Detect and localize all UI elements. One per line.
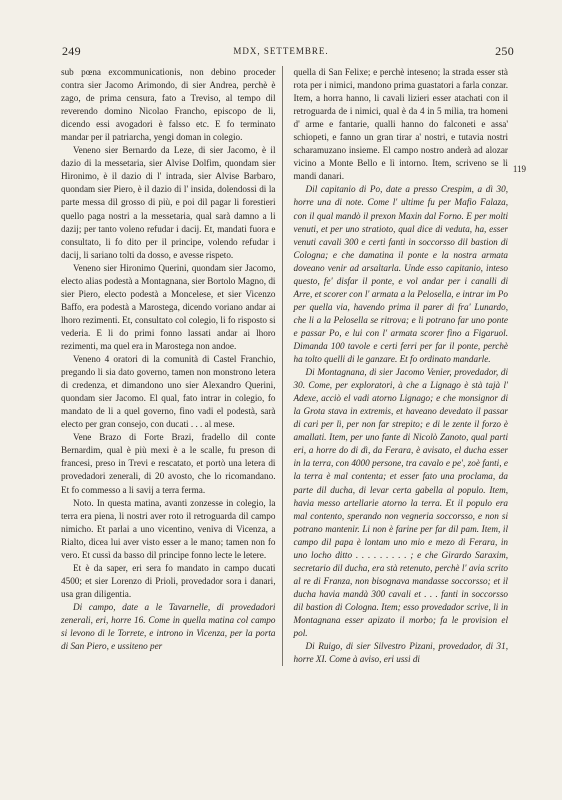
page-header (38, 44, 524, 66)
running-title: MDX, SETTEMBRE. (233, 46, 329, 56)
right-page-number: 250 (495, 44, 514, 58)
paragraph: Vene Brazo di Forte Brazi, fradello dil conte Bernardim, qual è più mexi è a le scalle, fu preson di francesi, preso in Trevi e rescatato, et portò una letera di provedadori zenerali, di 20 avosto, che lo ricomandano. Et fo commesso a li savij a terra ferma. (61, 432, 276, 495)
paragraph: Et è da saper, eri sera fo mandato in campo ducati 4500; et sier Lorenzo di Prioli, provedador sora i danari, usa gran diligentia. (61, 562, 276, 599)
paragraph: Di campo, date a le Tavarnelle, di provedadori zenerali, eri, horre 16. Come in quella matina col campo si levono di le Torrete, e introno in Vicenza, per la porta di San Piero, e ussiteno per (61, 601, 276, 652)
left-column (61, 66, 283, 666)
paragraph: Veneno sier Bernardo da Leze, di sier Jacomo, è il dazio di la messetaria, sier Alvise Dolfim, quondam sier Hironimo, è il dazio di l' intrada, sier Alvise Barbaro, quondam sier Piero, è il dazio di l' insida, dolendossi di la parte messa dil grosso di più, e poi dil pagar li forestieri quello paga nostri a la messetaria, qual sarà damno a li dazij; per tanto voleno refudar i dacij. Et, mandati fuora e consultato, li fo dito per il principe, volendo refudar i dacij, li sariano tolti da dosso, e avesse rispeto. (61, 145, 276, 260)
paragraph: quella di San Felixe; e perchè inteseno; la strada esser stà rota per i nimici, mandono prima guastatori a farla conzar. Item, a horra hanno, li cavali lizieri esser atachati con il retroguarda de i nimici, qual è da 4 in 5 milia, tra homeni d' arme e fantarie, qualli hanno do falconeti e assa' schiopeti, e fanno un gran tirar a' nostri, e tutavia nostri scharamuzano insieme. El campo nostro anderà ad alozar vicino a Monte Bello e lì intorno. Item, scriveno se li mandi danari. (293, 67, 508, 182)
paragraph: Veneno 4 oratori di la comunità di Castel Franchio, pregando li sia dato governo, tamen non monstrono letera di credenza, et dimandono uno sier Alexandro Querini, quondam sier Jacomo. El qual, fato intrar in colegio, fo mandato de li a quel governo, fino vadi el podestà, sarà electo per gran consejo, con ducati . . . al mese. (61, 354, 276, 430)
paragraph: Dil capitanio di Po, date a presso Crespim, a dì 30, horre una di note. Come l' ultime fu per Mafio Falaza, con il qual mandò il prexon Maxin dal Forno. E per molti venuti, et per uno stratioto, qual dice di veduta, ha, esser venuti cavali 300 e certi fanti in soccorsso dil bastion di Cologna; e che damatina il ponte e la nostra armata doveano venir ad arsaltarla. Unde esso capitanio, inteso questo, fe' disfar il ponte, e vol andar per i canalli di Arre, et scorer con l' armata a la Pelosella, e intrar im Po per quella via, havendo prima il parer di fra' Lunardo, che li a la Pelosella se ritrova; e li potrano far uno ponte e passar Po, e lui con l' armata scorer fino a Figaruol. Dimanda 100 tavole e certi ferri per far il ponte, perchè ha tolto quelli di le ganzare. Et fo ordinato mandarle. (293, 184, 508, 365)
paragraph: Di Montagnana, di sier Jacomo Venier, provedador, di 30. Come, per exploratori, à che a Lignago è stà tajà l' Adexe, acciò el vadi atorno Lignago; e che monsignor di la Grota stava in extremis, et haveano devedato il passar di cari per lì, per non far strepito; e di le zente il forzo è amallati. Item, per uno fante di Nicolò Zanoto, qual parti eri, a horre do di dì, da Ferara, è avisato, el ducha esser in la terra, con 4000 persone, tra cavalo e pe', zoè fanti, e la terra è mal contenta; et esser fato una proclama, da parte dil ducha, di levar certa gabella al populo. Item, havia messo artellarie atorno la terra. Et il populo era mal contento, sperando non vegneria soccorsso, e non si potrano mantenir. Li non è farine per far dil pam. Item, il campo dil papa è lontam uno mio e mezo di Ferara, in uno locho ditto . . . . . . . . . ; e che Girardo Saraxim, secretario dil ducha, era stà retenuto, perchè l' avia scrito al re di Franza, non bisognava mandasse soccorsso; et il ducha havia mandà 300 cavali et . . . fanti in soccorsso dil bastion di Cologna. Item; esso provedador scrive, li in Montagnana esser apizato il morbo; fa le provision el pol. (293, 367, 508, 639)
paragraph: Noto. In questa matina, avanti zonzesse in colegio, la terra era piena, li nostri aver roto il retroguarda dil campo nimicho. Et parlai a uno vicentino, veniva di Vicenza, a Rialto, dicea lui aver visto esser a le mano; tamen non fo vero. Et cussì da basso dil principe fonno lecte le letere. (61, 497, 276, 560)
margin-column-number: 119 (512, 164, 526, 174)
two-column-text (38, 66, 524, 666)
left-page-number: 249 (62, 44, 81, 58)
paragraph: Di Ruigo, di sier Silvestro Pizani, provedador, di 31, horre XI. Come à aviso, eri ussi di (293, 641, 508, 665)
right-column (292, 66, 509, 666)
paragraph: sub pœna excommunicationis, non debino proceder contra sier Jacomo Arimondo, di sier Andrea, perchè è zago, de prima censura, fato a Treviso, al tempo dil reverendo domino Nicolao Francho, episcopo de li, dicendo essi avogadori è falsso etc. E fo terminato mandar per il patriarcha, yengi doman in colegio. (61, 67, 276, 143)
paragraph: Veneno sier Hironimo Querini, quondam sier Jacomo, electo alias podestà a Montagnana, sier Bortolo Magno, di sier Piero, electo podestà a Moncelese, et sier Vicenzo Baffo, era podestà a Marostega, dicendo voriano andar ai lhoro rezimenti. Et, consultato col colegio, li fo risposto si vederia. E li do primi fonno lassati andar ai lhoro rezimenti, ma quel era in Marostega non andoe. (61, 262, 276, 351)
